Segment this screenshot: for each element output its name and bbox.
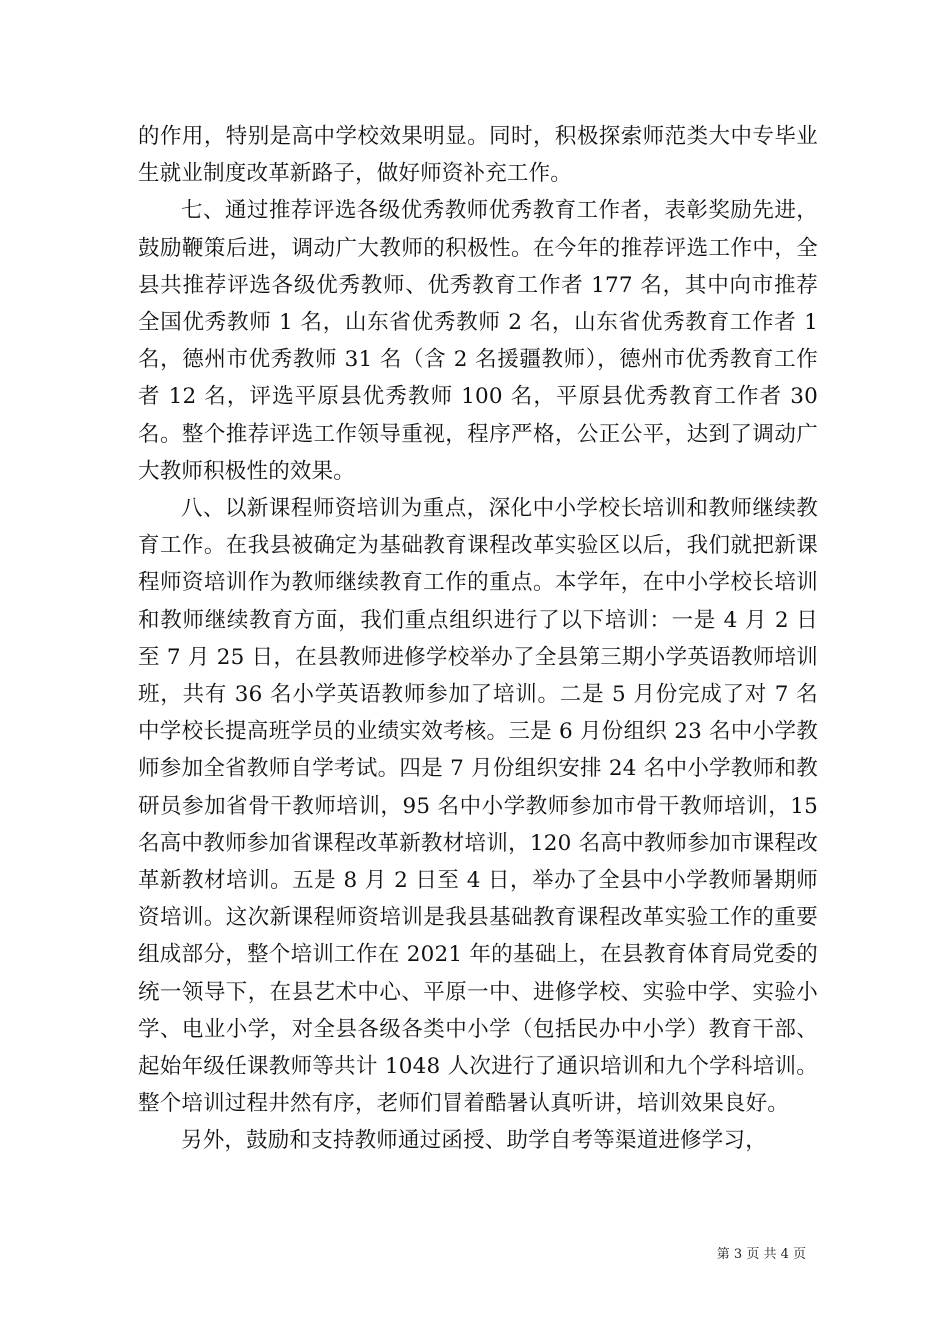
paragraph-additionally: 另外，鼓励和支持教师通过函授、助学自考等渠道进修学习， [181, 1128, 767, 1154]
paragraph-continuation: 的作用，特别是高中学校效果明显。同时，积极探索师范类大中专毕业生就业制度改革新路子，做好师资补充工作。 [138, 124, 818, 187]
paragraph-section-seven: 七、通过推荐评选各级优秀教师优秀教育工作者，表彰奖励先进，鼓励鞭策后进，调动广大教师的积极性。在今年的推荐评选工作中，全县共推荐评选各级优秀教师、优秀教育工作者 177 名，其中向市推荐全国优秀教师 1 名，山东省优秀教师 2 名，山东省优秀教育工作者 1 名，德州市优秀教师 31 名（含 2 名援疆教师），德州市优秀教育工作者 12 名，评选平原县优秀教师 100 名，平原县优秀教育工作者 30 名。整个推荐评选工作领导重视，程序严格，公正公平，达到了调动广大教师积极性的效果。 [138, 198, 818, 484]
page-number: 第 3 页 共 4 页 [716, 1247, 806, 1262]
body-text [138, 118, 818, 1160]
paragraph-section-eight: 八、以新课程师资培训为重点，深化中小学校长培训和教师继续教育工作。在我县被确定为基础教育课程改革实验区以后，我们就把新课程师资培训作为教师继续教育工作的重点。本学年，在中小学校长培训和教师继续教育方面，我们重点组织进行了以下培训：一是 4 月 2 日至 7 月 25 日，在县教师进修学校举办了全县第三期小学英语教师培训班，共有 36 名小学英语教师参加了培训。二是 5 月份完成了对 7 名中学校长提高班学员的业绩实效考核。三是 6 月份组织 23 名中小学教师参加全省教师自学考试。四是 7 月份组织安排 24 名中小学教师和教研员参加省骨干教师培训，95 名中小学教师参加市骨干教师培训，15 名高中教师参加省课程改革新教材培训，120 名高中教师参加市课程改革新教材培训。五是 8 月 2 日至 4 日，举办了全县中小学教师暑期师资培训。这次新课程师资培训是我县基础教育课程改革实验工作的重要组成部分，整个培训工作在 2021 年的基础上，在县教育体育局党委的统一领导下，在县艺术中心、平原一中、进修学校、实验中学、实验小学、电业小学，对全县各级各类中小学（包括民办中小学）教育干部、起始年级任课教师等共计 1048 人次进行了通识培训和九个学科培训。整个培训过程井然有序，老师们冒着酷暑认真听讲，培训效果良好。 [138, 496, 818, 1117]
